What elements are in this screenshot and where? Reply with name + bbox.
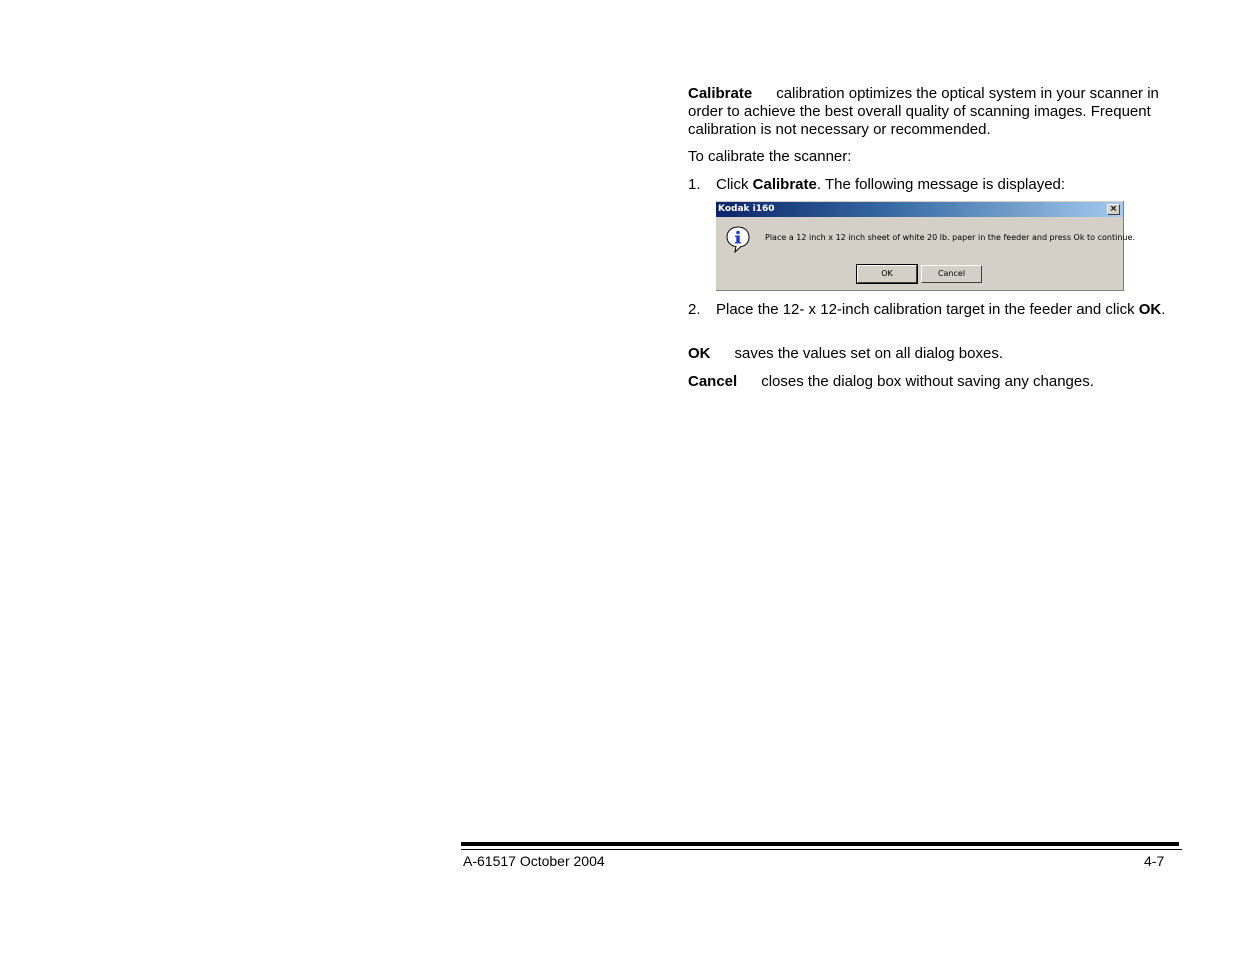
dialog-titlebar [716,202,1123,217]
definition-cancel-text: closes the dialog box without saving any changes. [761,373,1094,390]
dialog-message: Place a 12 inch x 12 inch sheet of white 20 lb. paper in the feeder and press Ok to continue. [765,233,1135,242]
calibrate-line-1 [688,85,1180,103]
step-2-bold: OK [1138,301,1162,318]
definition-ok-text: saves the values set on all dialog boxes. [734,345,1003,362]
definition-cancel-term: Cancel [688,373,738,390]
calibration-dialog [716,201,1135,291]
step-2 [688,301,1188,319]
step-2-text-after: . [1161,301,1166,318]
step-1-number: 1. [688,176,701,193]
calibrate-paragraph [688,85,1180,139]
calibrate-description-1: calibration optimizes the optical system in your scanner in [776,85,1159,102]
footer-rule-thin [461,849,1182,850]
dialog-title: Kodak i160 [718,204,775,214]
ok-button[interactable]: OK [857,265,917,283]
step-1-bold: Calibrate [752,176,817,193]
step-2-text-before: Place the 12- x 12-inch calibration target in the feeder and click [716,301,1139,318]
calibrate-term: Calibrate [688,85,753,102]
footer-page-number: 4-7 [1144,853,1165,869]
definition-ok-term: OK [688,345,711,362]
step-2-number: 2. [688,301,701,318]
step-1-text-before: Click [716,176,753,193]
close-icon[interactable]: × [1107,204,1120,215]
footer-document-id: A-61517 October 2004 [463,853,605,869]
step-1 [688,176,1188,194]
intro-text: To calibrate the scanner: [688,148,852,165]
calibrate-description-3: calibration is not necessary or recommended. [688,121,991,138]
definition-ok [688,345,1180,363]
cancel-button[interactable]: Cancel [921,265,982,283]
calibrate-description-2: order to achieve the best overall quality of scanning images. Frequent [688,103,1151,120]
footer-rule-thick [461,842,1179,846]
step-1-text-after: . The following message is displayed: [816,176,1066,193]
definition-cancel [688,373,1180,391]
info-icon [725,225,751,253]
